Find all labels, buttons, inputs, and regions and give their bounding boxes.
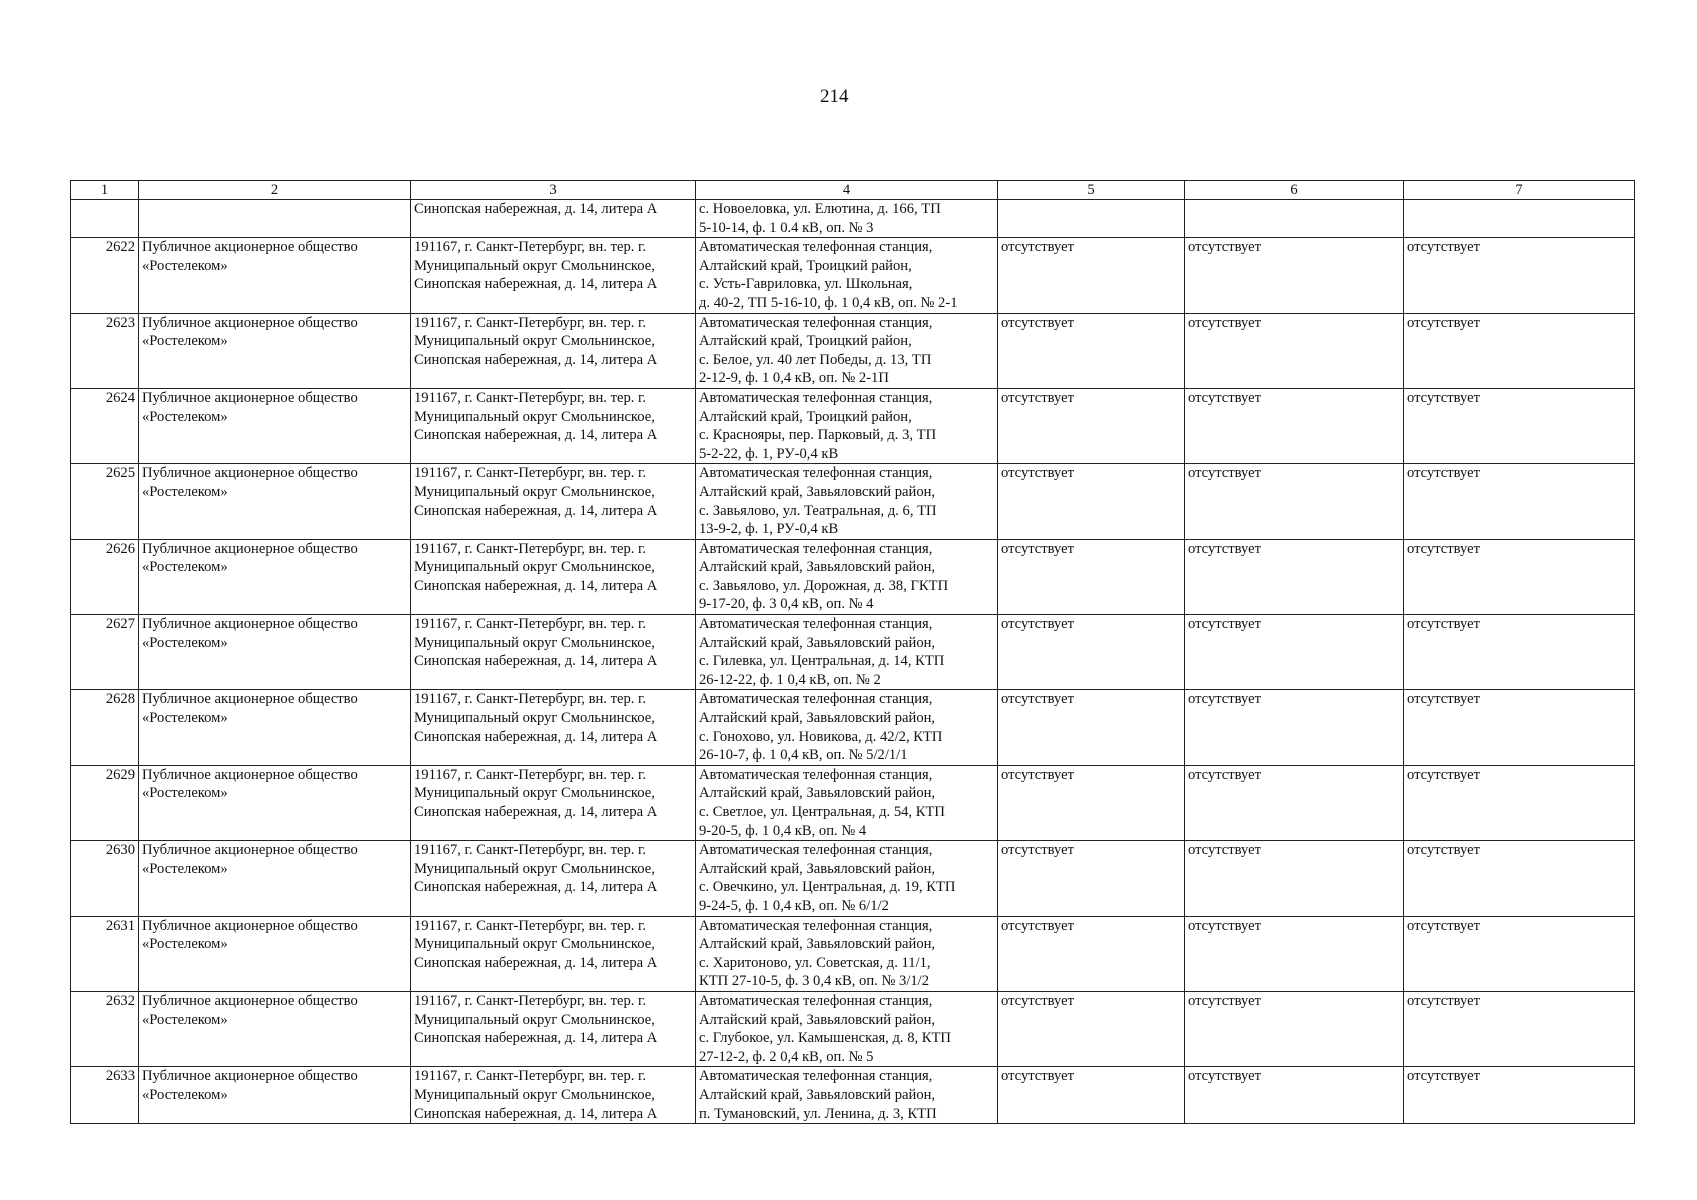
owner-cell: Публичное акционерное общество «Ростелеком» — [139, 765, 411, 840]
address-cell: 191167, г. Санкт-Петербург, вн. тер. г. Муниципальный округ Смольнинское, Синопская набережная, д. 14, литера А — [411, 464, 696, 539]
owner-cell: Публичное акционерное общество «Ростелеком» — [139, 238, 411, 313]
col5-cell: отсутствует — [998, 313, 1185, 388]
column-header: 5 — [998, 181, 1185, 200]
row-number-cell: 2623 — [71, 313, 139, 388]
location-cell: с. Новоеловка, ул. Елютина, д. 166, ТП 5-10-14, ф. 1 0.4 кВ, оп. № 3 — [696, 200, 998, 238]
col6-cell: отсутствует — [1185, 615, 1404, 690]
page-number: 214 — [820, 86, 849, 107]
col5-cell: отсутствует — [998, 690, 1185, 765]
col6-cell: отсутствует — [1185, 991, 1404, 1066]
col7-cell: отсутствует — [1404, 388, 1635, 463]
col5-cell: отсутствует — [998, 916, 1185, 991]
row-number-cell: 2631 — [71, 916, 139, 991]
column-header: 6 — [1185, 181, 1404, 200]
col6-cell: отсутствует — [1185, 238, 1404, 313]
continuation-row — [71, 200, 1635, 238]
table-row — [71, 991, 1635, 1066]
address-cell: 191167, г. Санкт-Петербург, вн. тер. г. Муниципальный округ Смольнинское, Синопская набережная, д. 14, литера А — [411, 841, 696, 916]
address-cell: 191167, г. Санкт-Петербург, вн. тер. г. Муниципальный округ Смольнинское, Синопская набережная, д. 14, литера А — [411, 916, 696, 991]
row-number-cell: 2630 — [71, 841, 139, 916]
table-row — [71, 765, 1635, 840]
col7-cell: отсутствует — [1404, 991, 1635, 1066]
column-header: 7 — [1404, 181, 1635, 200]
col7-cell — [1404, 200, 1635, 238]
table-row — [71, 916, 1635, 991]
owner-cell: Публичное акционерное общество «Ростелеком» — [139, 991, 411, 1066]
table-row — [71, 1067, 1635, 1124]
col7-cell: отсутствует — [1404, 313, 1635, 388]
row-number-cell: 2633 — [71, 1067, 139, 1124]
column-header: 1 — [71, 181, 139, 200]
row-number-cell: 2632 — [71, 991, 139, 1066]
col5-cell: отсутствует — [998, 238, 1185, 313]
location-cell: Автоматическая телефонная станция, Алтайский край, Завьяловский район, с. Глубокое, ул. Камышенская, д. 8, КТП 27-12-2, ф. 2 0,4 кВ, оп. № 5 — [696, 991, 998, 1066]
address-cell: 191167, г. Санкт-Петербург, вн. тер. г. Муниципальный округ Смольнинское, Синопская набережная, д. 14, литера А — [411, 765, 696, 840]
row-number-cell — [71, 200, 139, 238]
location-cell: Автоматическая телефонная станция, Алтайский край, Завьяловский район, с. Завьялово, ул. Театральная, д. 6, ТП 13-9-2, ф. 1, РУ-0,4 кВ — [696, 464, 998, 539]
col5-cell: отсутствует — [998, 991, 1185, 1066]
col7-cell: отсутствует — [1404, 615, 1635, 690]
col5-cell: отсутствует — [998, 1067, 1185, 1124]
owner-cell: Публичное акционерное общество «Ростелеком» — [139, 313, 411, 388]
owner-cell: Публичное акционерное общество «Ростелеком» — [139, 916, 411, 991]
col6-cell: отсутствует — [1185, 464, 1404, 539]
table-row — [71, 313, 1635, 388]
column-header-row — [71, 181, 1635, 200]
col6-cell: отсутствует — [1185, 690, 1404, 765]
col6-cell: отсутствует — [1185, 313, 1404, 388]
col6-cell — [1185, 200, 1404, 238]
col7-cell: отсутствует — [1404, 1067, 1635, 1124]
col6-cell: отсутствует — [1185, 539, 1404, 614]
table-row — [71, 238, 1635, 313]
col5-cell: отсутствует — [998, 765, 1185, 840]
col6-cell: отсутствует — [1185, 388, 1404, 463]
row-number-cell: 2627 — [71, 615, 139, 690]
col7-cell: отсутствует — [1404, 690, 1635, 765]
column-header: 2 — [139, 181, 411, 200]
address-cell: Синопская набережная, д. 14, литера А — [411, 200, 696, 238]
col5-cell: отсутствует — [998, 464, 1185, 539]
col6-cell: отсутствует — [1185, 765, 1404, 840]
col5-cell: отсутствует — [998, 615, 1185, 690]
address-cell: 191167, г. Санкт-Петербург, вн. тер. г. Муниципальный округ Смольнинское, Синопская набережная, д. 14, литера А — [411, 388, 696, 463]
column-header: 3 — [411, 181, 696, 200]
col5-cell: отсутствует — [998, 841, 1185, 916]
address-cell: 191167, г. Санкт-Петербург, вн. тер. г. Муниципальный округ Смольнинское, Синопская набережная, д. 14, литера А — [411, 690, 696, 765]
col5-cell — [998, 200, 1185, 238]
table-row — [71, 388, 1635, 463]
location-cell: Автоматическая телефонная станция, Алтайский край, Троицкий район, с. Краснояры, пер. Парковый, д. 3, ТП 5-2-22, ф. 1, РУ-0,4 кВ — [696, 388, 998, 463]
address-cell: 191167, г. Санкт-Петербург, вн. тер. г. Муниципальный округ Смольнинское, Синопская набережная, д. 14, литера А — [411, 615, 696, 690]
row-number-cell: 2626 — [71, 539, 139, 614]
col7-cell: отсутствует — [1404, 765, 1635, 840]
col6-cell: отсутствует — [1185, 1067, 1404, 1124]
address-cell: 191167, г. Санкт-Петербург, вн. тер. г. Муниципальный округ Смольнинское, Синопская набережная, д. 14, литера А — [411, 539, 696, 614]
address-cell: 191167, г. Санкт-Петербург, вн. тер. г. Муниципальный округ Смольнинское, Синопская набережная, д. 14, литера А — [411, 991, 696, 1066]
col5-cell: отсутствует — [998, 539, 1185, 614]
registry-table — [70, 180, 1635, 1124]
col6-cell: отсутствует — [1185, 916, 1404, 991]
location-cell: Автоматическая телефонная станция, Алтайский край, Завьяловский район, п. Тумановский, ул. Ленина, д. 3, КТП — [696, 1067, 998, 1124]
col7-cell: отсутствует — [1404, 841, 1635, 916]
owner-cell: Публичное акционерное общество «Ростелеком» — [139, 1067, 411, 1124]
location-cell: Автоматическая телефонная станция, Алтайский край, Завьяловский район, с. Гилевка, ул. Центральная, д. 14, КТП 26-12-22, ф. 1 0,4 кВ, оп. № 2 — [696, 615, 998, 690]
table-row — [71, 464, 1635, 539]
col7-cell: отсутствует — [1404, 539, 1635, 614]
col7-cell: отсутствует — [1404, 238, 1635, 313]
address-cell: 191167, г. Санкт-Петербург, вн. тер. г. Муниципальный округ Смольнинское, Синопская набережная, д. 14, литера А — [411, 313, 696, 388]
owner-cell: Публичное акционерное общество «Ростелеком» — [139, 464, 411, 539]
owner-cell: Публичное акционерное общество «Ростелеком» — [139, 690, 411, 765]
owner-cell: Публичное акционерное общество «Ростелеком» — [139, 615, 411, 690]
location-cell: Автоматическая телефонная станция, Алтайский край, Троицкий район, с. Белое, ул. 40 лет Победы, д. 13, ТП 2-12-9, ф. 1 0,4 кВ, оп. № 2-1П — [696, 313, 998, 388]
row-number-cell: 2625 — [71, 464, 139, 539]
table-row — [71, 841, 1635, 916]
owner-cell: Публичное акционерное общество «Ростелеком» — [139, 388, 411, 463]
table-row — [71, 539, 1635, 614]
table-row — [71, 615, 1635, 690]
row-number-cell: 2622 — [71, 238, 139, 313]
address-cell: 191167, г. Санкт-Петербург, вн. тер. г. Муниципальный округ Смольнинское, Синопская набережная, д. 14, литера А — [411, 1067, 696, 1124]
location-cell: Автоматическая телефонная станция, Алтайский край, Завьяловский район, с. Гонохово, ул. Новикова, д. 42/2, КТП 26-10-7, ф. 1 0,4 кВ, оп. № 5/2/1/1 — [696, 690, 998, 765]
col7-cell: отсутствует — [1404, 916, 1635, 991]
row-number-cell: 2624 — [71, 388, 139, 463]
location-cell: Автоматическая телефонная станция, Алтайский край, Завьяловский район, с. Овечкино, ул. Центральная, д. 19, КТП 9-24-5, ф. 1 0,4 кВ, оп. № 6/1/2 — [696, 841, 998, 916]
owner-cell: Публичное акционерное общество «Ростелеком» — [139, 841, 411, 916]
row-number-cell: 2628 — [71, 690, 139, 765]
location-cell: Автоматическая телефонная станция, Алтайский край, Завьяловский район, с. Завьялово, ул. Дорожная, д. 38, ГКТП 9-17-20, ф. 3 0,4 кВ, оп. № 4 — [696, 539, 998, 614]
table-row — [71, 690, 1635, 765]
col5-cell: отсутствует — [998, 388, 1185, 463]
col7-cell: отсутствует — [1404, 464, 1635, 539]
location-cell: Автоматическая телефонная станция, Алтайский край, Завьяловский район, с. Светлое, ул. Центральная, д. 54, КТП 9-20-5, ф. 1 0,4 кВ, оп. № 4 — [696, 765, 998, 840]
location-cell: Автоматическая телефонная станция, Алтайский край, Троицкий район, с. Усть-Гавриловка, ул. Школьная, д. 40-2, ТП 5-16-10, ф. 1 0,4 кВ, оп. № 2-1 — [696, 238, 998, 313]
row-number-cell: 2629 — [71, 765, 139, 840]
address-cell: 191167, г. Санкт-Петербург, вн. тер. г. Муниципальный округ Смольнинское, Синопская набережная, д. 14, литера А — [411, 238, 696, 313]
owner-cell — [139, 200, 411, 238]
owner-cell: Публичное акционерное общество «Ростелеком» — [139, 539, 411, 614]
location-cell: Автоматическая телефонная станция, Алтайский край, Завьяловский район, с. Харитоново, ул. Советская, д. 11/1, КТП 27-10-5, ф. 3 0,4 кВ, оп. № 3/1/2 — [696, 916, 998, 991]
col6-cell: отсутствует — [1185, 841, 1404, 916]
column-header: 4 — [696, 181, 998, 200]
